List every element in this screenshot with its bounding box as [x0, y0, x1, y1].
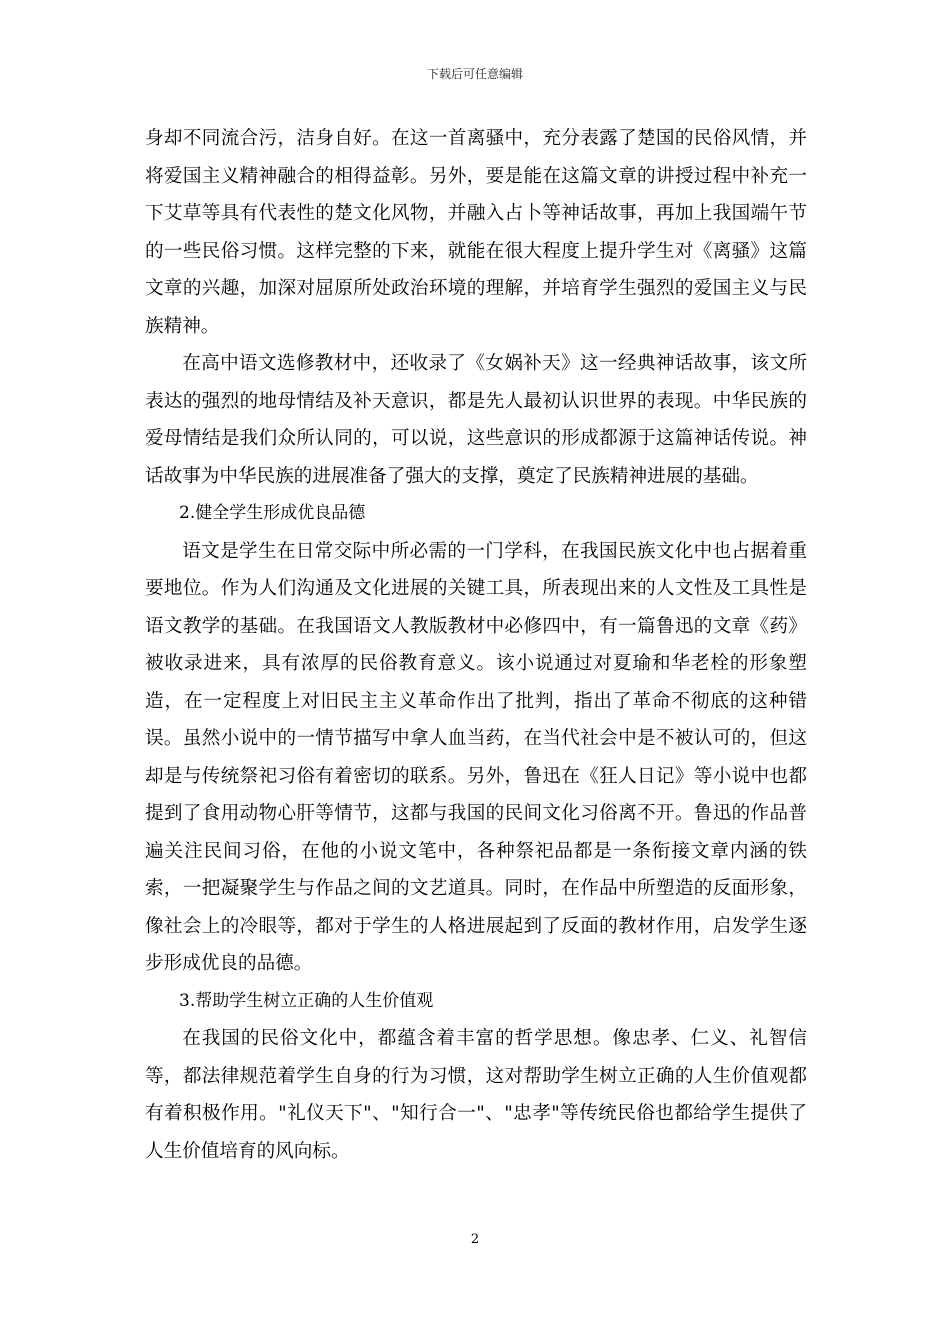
paragraph-values: 在我国的民俗文化中，都蕴含着丰富的哲学思想。像忠孝、仁义、礼智信等，都法律规范着学生自身的行为习惯，这对帮助学生树立正确的人生价值观都有着积极作用。"礼仪天下"、"知行合一"、"忠孝"等传统民俗也都给学生提供了人生价值培育的风向标。	[145, 1028, 807, 1162]
document-body	[145, 120, 807, 1170]
section-heading-3: 3.帮助学生树立正确的人生价值观	[179, 990, 434, 1011]
page-header: 下载后可任意编辑	[426, 67, 523, 81]
paragraph-moral-character: 语文是学生在日常交际中所必需的一门学科，在我国民族文化中也占据着重要地位。作为人们沟通及文化进展的关键工具，所表现出来的人文性及工具性是语文教学的基础。在我国语文人教版教材中必修四中，有一篇鲁迅的文章《药》被收录进来，具有浓厚的民俗教育意义。该小说通过对夏瑜和华老栓的形象塑造，在一定程度上对旧民主主义革命作出了批判，指出了革命不彻底的这种错误。虽然小说中的一情节描写中拿人血当药，在当代社会中是不被认可的，但这却是与传统祭祀习俗有着密切的联系。另外，鲁迅在《狂人日记》等小说中也都提到了食用动物心肝等情节，这都与我国的民间文化习俗离不开。鲁迅的作品普遍关注民间习俗，在他的小说文笔中，各种祭祀品都是一条衔接文章内涵的铁索，一把凝聚学生与作品之间的文艺道具。同时，在作品中所塑造的反面形象，像社会上的冷眼等，都对于学生的人格进展起到了反面的教材作用，启发学生逐步形成优良的品德。	[145, 540, 807, 974]
paragraph-continuation: 身却不同流合污，洁身自好。在这一首离骚中，充分表露了楚国的民俗风情，并将爱国主义精神融合的相得益彰。另外，要是能在这篇文章的讲授过程中补充一下艾草等具有代表性的楚文化风物，并融入占卜等神话故事，再加上我国端午节的一些民俗习惯。这样完整的下来，就能在很大程度上提升学生对《离骚》这篇文章的兴趣，加深对屈原所处政治环境的理解，并培育学生强烈的爱国主义与民族精神。	[145, 128, 807, 337]
section-heading-2: 2.健全学生形成优良品德	[179, 503, 366, 523]
page-number: 2	[470, 1232, 480, 1247]
paragraph-nuwa: 在高中语文选修教材中，还收录了《女娲补天》这一经典神话故事，该文所表达的强烈的地母情结及补天意识，都是先人最初认识世界的表现。中华民族的爱母情结是我们众所认同的，可以说，这些意识的形成都源于这篇神话传说。神话故事为中华民族的进展准备了强大的支撑，奠定了民族精神进展的基础。	[145, 353, 807, 487]
